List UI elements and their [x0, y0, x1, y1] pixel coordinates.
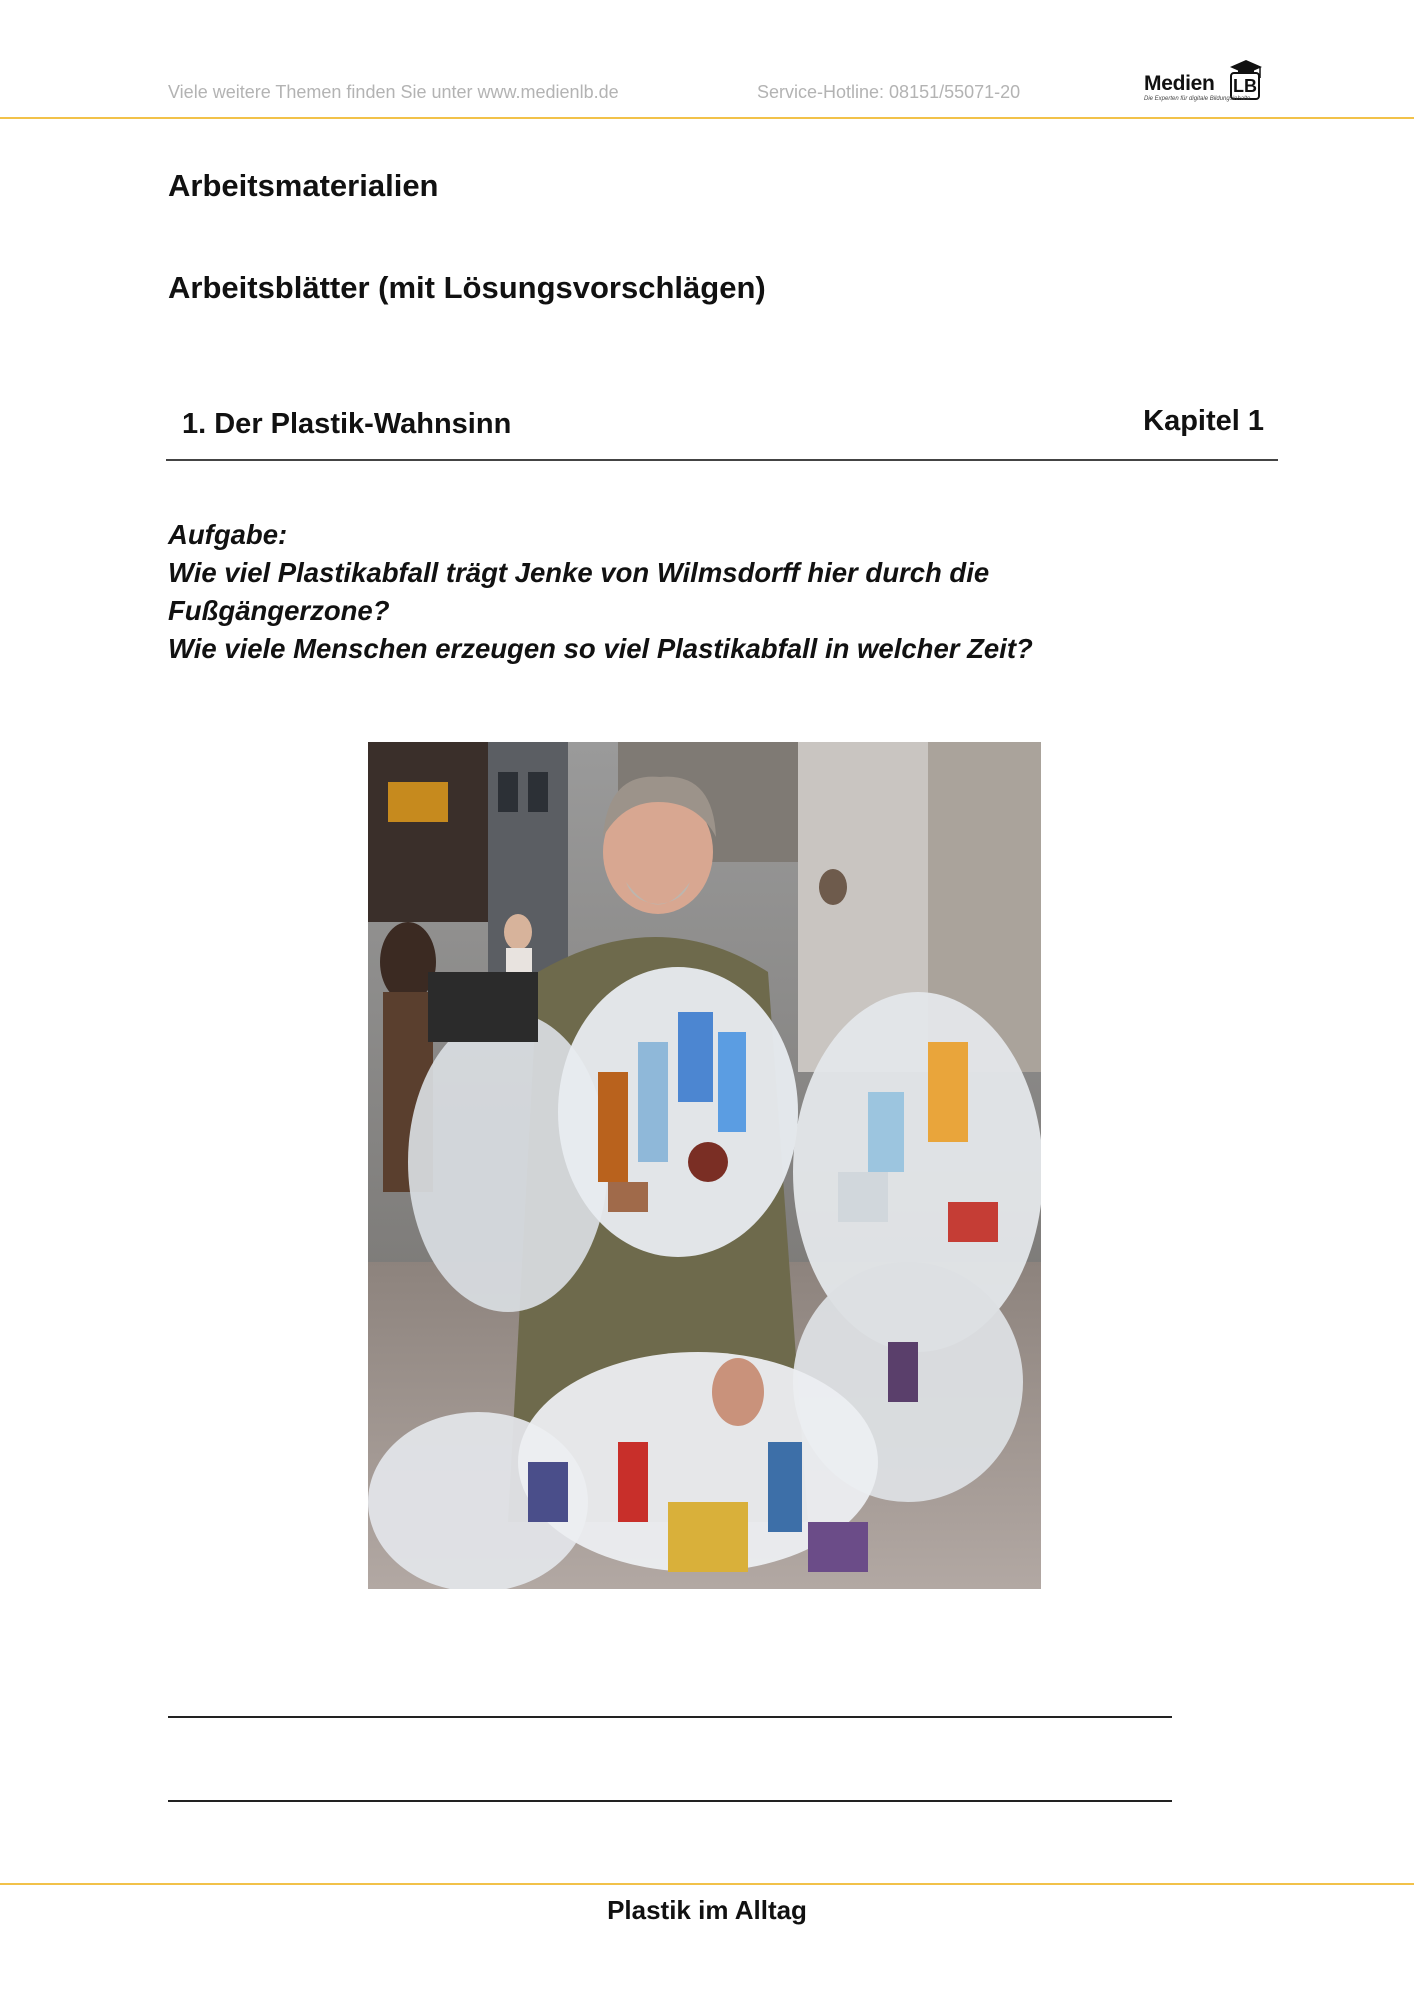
task-block [168, 516, 1268, 668]
answer-line[interactable] [168, 1800, 1172, 1802]
medienlb-logo [1142, 58, 1272, 108]
header-hotline-text: Service-Hotline: 08151/55071-20 [757, 82, 1021, 102]
chapter-label: Kapitel 1 [1143, 405, 1264, 437]
logo-word: Medien [1144, 72, 1215, 95]
footer-rule [0, 1883, 1414, 1885]
page-title: Arbeitsmaterialien [168, 168, 439, 203]
task-line: Wie viele Menschen erzeugen so viel Plastikabfall in welcher Zeit? [168, 633, 1033, 664]
header-rule [0, 117, 1414, 119]
chapter-rule [166, 459, 1278, 461]
photo-man-carrying-plastic-waste [368, 742, 1041, 1589]
task-heading: Aufgabe: [168, 519, 288, 550]
header-website-text: Viele weitere Themen finden Sie unter www.medienlb.de [168, 82, 619, 102]
photo-illustration [368, 742, 1041, 1589]
answer-line[interactable] [168, 1716, 1172, 1718]
footer-text: Plastik im Alltag [607, 1895, 807, 1925]
task-line: Wie viel Plastikabfall trägt Jenke von Wilmsdorff hier durch die [168, 557, 990, 588]
logo-tagline: Die Experten für digitale Bildungsinhalte [1144, 96, 1251, 102]
page-subtitle: Arbeitsblätter (mit Lösungsvorschlägen) [168, 270, 766, 305]
chapter-title: 1. Der Plastik-Wahnsinn [182, 408, 512, 440]
logo-box: LB [1230, 72, 1260, 100]
task-line: Fußgängerzone? [168, 595, 390, 626]
